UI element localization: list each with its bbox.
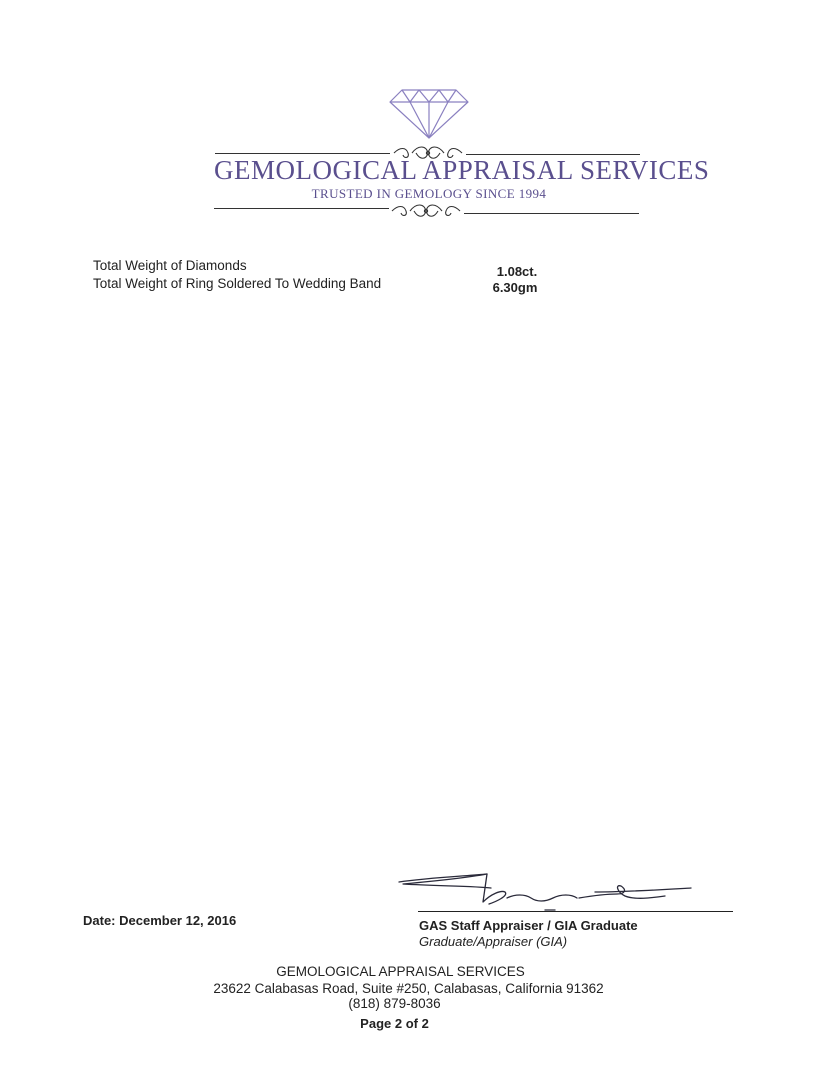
company-title: GEMOLOGICAL APPRAISAL SERVICES	[214, 155, 710, 185]
ring-weight-label: Total Weight of Ring Soldered To Wedding Band	[93, 276, 382, 291]
appraisal-date: Date: December 12, 2016	[83, 913, 237, 928]
diamond-weight-value: 1.08ct.	[496, 264, 538, 279]
company-tagline: TRUSTED IN GEMOLOGY SINCE 1994	[311, 186, 547, 201]
address-street: 23622 Calabasas Road, Suite #250, Calabasas, California 91362	[213, 981, 604, 996]
appraiser-credential: Graduate/Appraiser (GIA)	[419, 934, 568, 949]
scroll-ornament-icon	[390, 201, 462, 221]
address-phone: (818) 879-8036	[348, 996, 441, 1011]
page-number: Page 2 of 2	[360, 1016, 429, 1031]
address-company: GEMOLOGICAL APPRAISAL SERVICES	[276, 964, 525, 979]
diamond-weight-label: Total Weight of Diamonds	[93, 258, 247, 273]
appraiser-title: GAS Staff Appraiser / GIA Graduate	[419, 918, 638, 933]
diamond-icon	[388, 88, 470, 140]
header-rule-bottom-left	[214, 208, 389, 209]
signature-line	[418, 911, 733, 912]
ring-weight-value: 6.30gm	[492, 280, 538, 295]
header-rule-top-left	[215, 153, 390, 154]
signature	[395, 868, 695, 920]
header-rule-bottom-right	[464, 213, 639, 214]
